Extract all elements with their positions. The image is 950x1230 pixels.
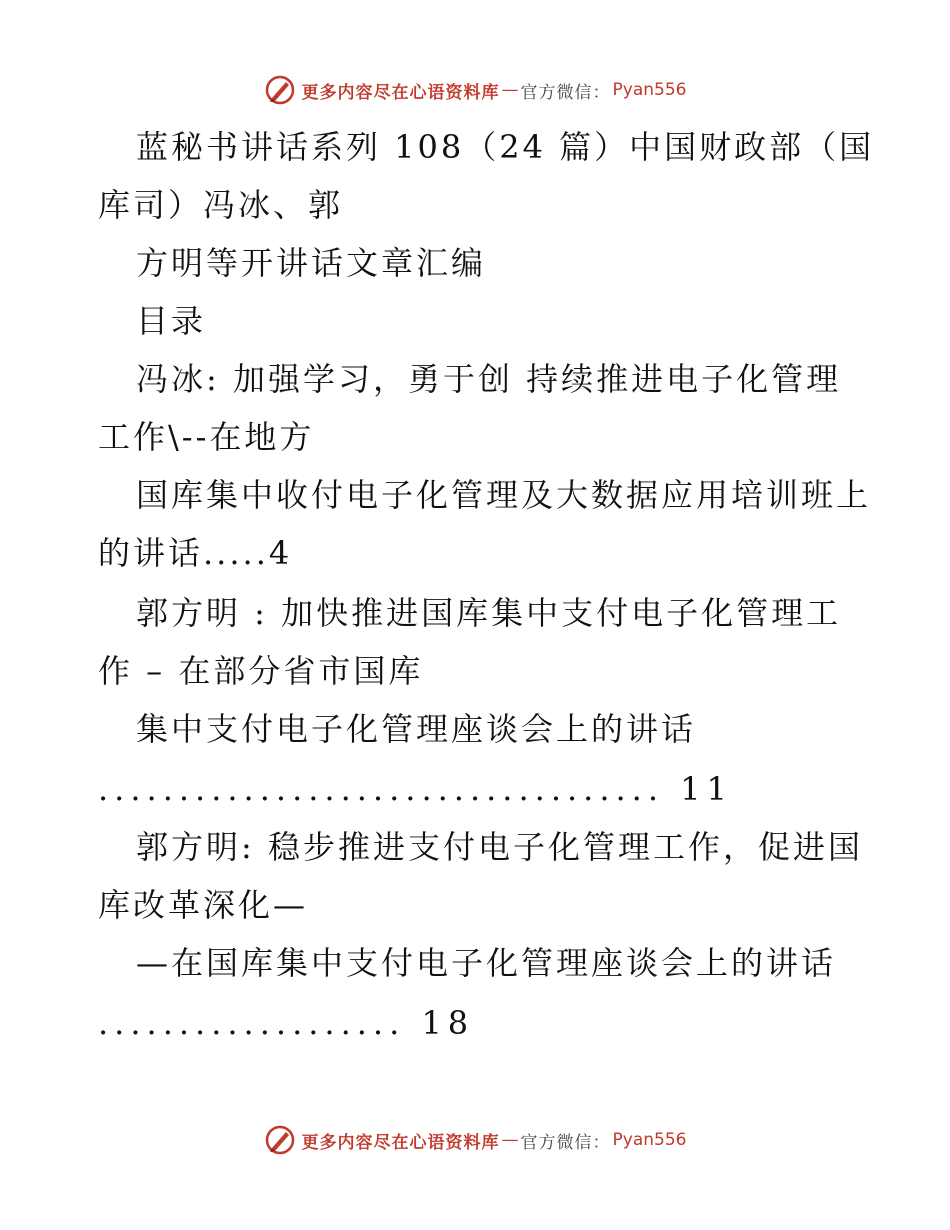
pen-logo-icon <box>264 1124 296 1156</box>
toc-entry-3-line-1: 郭方明: 稳步推进支付电子化管理工作，促进国 <box>136 828 863 866</box>
toc-entry-1-line-2: 工作\--在地方 <box>98 418 315 456</box>
footer-banner <box>0 1120 950 1160</box>
toc-entry-2-line-3: 集中支付电子化管理座谈会上的讲话 <box>136 710 697 748</box>
doc-title-line-2: 库司）冯冰、郭 <box>98 186 344 224</box>
pen-logo-icon <box>264 74 296 106</box>
toc-entry-1-line-3: 国库集中收付电子化管理及大数据应用培训班上 <box>136 476 872 514</box>
toc-entry-2-line-1: 郭方明 : 加快推进国库集中支付电子化管理工 <box>136 594 842 632</box>
toc-entry-2-line-2: 作 – 在部分省市国库 <box>98 652 424 690</box>
toc-entry-1-line-1: 冯冰: 加强学习，勇于创 持续推进电子化管理 <box>136 360 842 398</box>
toc-entry-3-line-2: 库改革深化— <box>98 886 309 924</box>
banner-dash: — <box>501 80 519 100</box>
doc-title-line-3: 方明等开讲话文章汇编 <box>136 244 487 282</box>
toc-entry-2-line-4: ................................... 11 <box>98 770 733 808</box>
banner-wechat-id: Pyan556 <box>612 80 687 100</box>
header-banner <box>0 70 950 110</box>
banner-wechat-label: 官方微信： <box>520 82 611 103</box>
banner-wechat-id: Pyan556 <box>612 1130 687 1150</box>
banner-wechat-label: 官方微信： <box>520 1132 611 1153</box>
banner-dash: — <box>501 1130 519 1150</box>
toc-entry-3-line-4: ................... 18 <box>98 1004 475 1042</box>
toc-heading: 目录 <box>136 302 207 340</box>
toc-entry-3-line-3: —在国库集中支付电子化管理座谈会上的讲话 <box>136 944 837 982</box>
banner-text: 更多内容尽在心语资料库 <box>301 82 500 103</box>
doc-title-line-1: 蓝秘书讲话系列 108（24 篇）中国财政部（国 <box>136 128 875 166</box>
toc-entry-1-line-4: 的讲话.....4 <box>98 534 293 572</box>
banner-text: 更多内容尽在心语资料库 <box>301 1132 500 1153</box>
